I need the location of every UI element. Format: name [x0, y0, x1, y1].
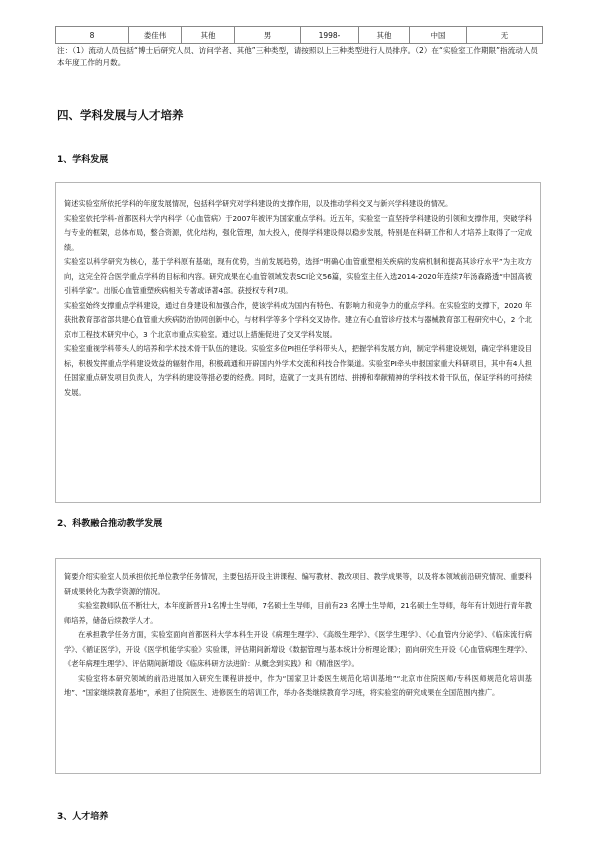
table-note: 注：（1）流动人员包括“博士后研究人员、访问学者、其他”三种类型，请按照以上三种类型进行人员排序。（2）在“实验室工作期限”指流动人员本年度工作的月数。	[57, 46, 539, 67]
paragraph: 实验室依托学科-首都医科大学内科学（心血管病）于2007年被评为国家重点学科。近五年，实验室一直坚持学科建设的引领和支撑作用，突破学科与专业的框架，总体布局，整合资源，优化结构，强化管理，加大投入，使得学科建设得以稳步发展，特别是在科研工作和人才培养上取得了一定成绩。	[64, 213, 532, 252]
subsection-heading-teaching: 2、科教融合推动教学发展	[57, 519, 163, 529]
paragraph: 简述实验室所依托学科的年度发展情况，包括科学研究对学科建设的支撑作用，以及推动学科交叉与新兴学科建设的情况。	[64, 199, 453, 208]
table-cell: 男	[235, 27, 301, 44]
table-cell: 中国	[410, 27, 467, 44]
paragraph: 实验室教师队伍不断壮大，本年度新晋升1名博士生导师，7名硕士生导师，目前有23 名博士生导师，21名硕士生导师，每年有计划进行青年教师培养，储备后续教学人才。	[64, 601, 532, 625]
paragraph: 简要介绍实验室人员承担依托单位教学任务情况，主要包括开设主讲课程、编写教材、教改项目、教学成果等，以及将本领域前沿研究情况、重要科研成果转化为教学资源的情况。	[64, 572, 532, 596]
teaching-development-box	[55, 558, 541, 774]
subsection-heading-discipline: 1、学科发展	[57, 155, 109, 165]
paragraph: 实验室以科学研究为核心，基于学科原有基础，现有优势，当前发展趋势，选择“明确心血管重塑相关疾病的发病机制和提高其诊疗水平”为主攻方向，这完全符合医学重点学科的目标和内容。研究成果在心血管领域发表SCI论文56篇，实验室主任入选2014-2020年连续7年汤森路透“中国高被引科学家”。出版心血管重塑疾病相关专著或译著4部。获授权专利7项。	[64, 257, 532, 295]
paragraph: 实验室重视学科带头人的培养和学术技术骨干队伍的建设。实验室多位PI担任学科带头人，把握学科发展方向，制定学科建设规划，确定学科建设目标，积极发挥重点学科建设效益的辐射作用，积极疏通和开辟国内外学术交流和科技合作渠道。实验室PI牵头申报国家重大科研项目，其中有4人担任国家重点研发项目负责人，为学科的建设等措必要的经费。同时，造就了一支具有团结、拼搏和奉献精神的学科技术骨干队伍，保证学科的可持续发展。	[64, 344, 532, 397]
table-cell: 8	[56, 27, 129, 44]
table-cell: 其他	[182, 27, 235, 44]
table-cell: 娄佳伟	[129, 27, 182, 44]
section-heading: 四、学科发展与人才培养	[57, 108, 184, 122]
paragraph: 在承担教学任务方面，实验室面向首都医科大学本科生开设《病理生理学》、《高级生理学》、《医学生理学》、《心血管内分泌学》、《临床流行病学》、《循证医学》，开设《医学机能学实验》实验课，评估期间新增设《数据管理与基本统计分析理论课》；面向研究生开设《心血管病理生理学》、《老年病理生理学》、评估期间新增设《临床科研方法进阶：从概念到实践》和《精准医学》。	[64, 630, 532, 668]
table-row	[56, 27, 543, 44]
paragraph: 实验室始终支撑重点学科建设，通过自身建设和加强合作，使该学科成为国内有特色、有影响力和竞争力的重点学科。在实验室的支撑下，2020 年获批教育部省部共建心血管重大疾病防治协同创新中心，与材料学等多个学科交叉协作。建立有心血管诊疗技术与器械教育部工程研究中心，2 个北京市工程技术研究中心，3 个北京市重点实验室。通过以上措施促进了交叉学科发展。	[64, 300, 532, 339]
paragraph: 实验室将本研究领域的前沿进展加入研究生课程讲授中，作为“国家卫计委医生规范化培训基地”“北京市住院医师/专科医师规范化培训基地”、“国家继续教育基地”，承担了住院医生、进修医生的培训工作，举办各类继续教育学习班，将实验室的研究成果在全国范围内推广。	[64, 673, 532, 697]
mobile-staff-table	[55, 26, 543, 44]
table-cell: 其他	[359, 27, 410, 44]
discipline-development-box	[55, 182, 541, 503]
table-cell: 1998-	[301, 27, 359, 44]
subsection-heading-talent: 3、人才培养	[57, 812, 109, 822]
table-cell: 无	[467, 27, 543, 44]
